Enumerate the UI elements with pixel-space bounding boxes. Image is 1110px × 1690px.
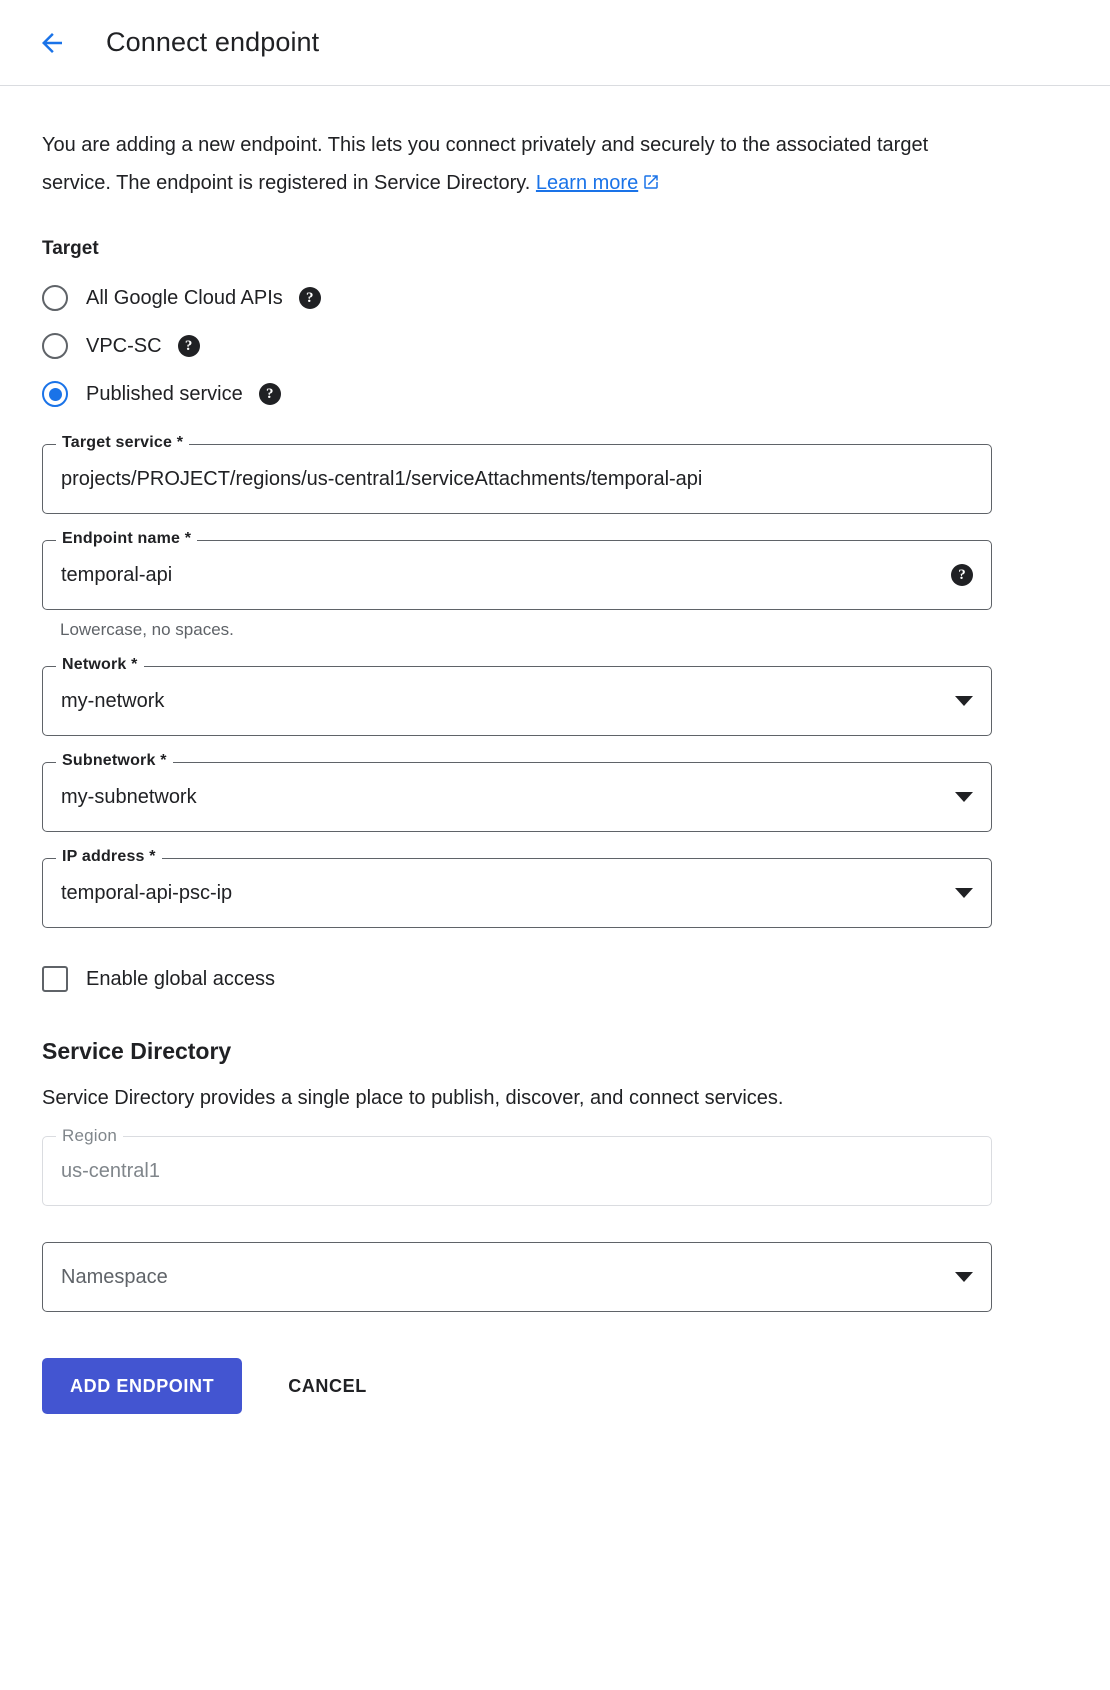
back-button[interactable]: [28, 19, 76, 67]
page-title: Connect endpoint: [106, 27, 320, 57]
chevron-down-icon[interactable]: [955, 792, 973, 802]
ip-address-label: IP address *: [56, 848, 162, 866]
enable-global-access-label: Enable global access: [86, 967, 276, 990]
service-directory-title: Service Directory: [42, 1038, 232, 1064]
radio-label-published-service: Published service: [86, 382, 243, 405]
target-section-label: Target: [42, 238, 99, 259]
enable-global-access-checkbox[interactable]: [42, 966, 68, 992]
help-icon-endpoint-name[interactable]: ?: [951, 564, 973, 586]
help-icon-vpc-sc[interactable]: ?: [178, 335, 200, 357]
radio-label-vpc-sc: VPC-SC: [86, 334, 162, 357]
subnetwork-select[interactable]: [42, 762, 992, 832]
endpoint-name-value: temporal-api: [61, 563, 173, 586]
chevron-down-icon[interactable]: [955, 888, 973, 898]
endpoint-name-label: Endpoint name *: [56, 530, 197, 548]
intro-text: [42, 126, 1002, 204]
radio-vpc-sc[interactable]: [42, 333, 68, 359]
network-field[interactable]: [42, 656, 992, 736]
help-icon-published-service[interactable]: ?: [259, 383, 281, 405]
enable-global-access-row[interactable]: [42, 966, 1068, 992]
target-service-input-box[interactable]: [42, 444, 992, 514]
ip-address-field[interactable]: [42, 848, 992, 928]
radio-all-google-cloud-apis[interactable]: [42, 285, 68, 311]
radio-option-published-service[interactable]: [42, 370, 1068, 418]
network-label: Network *: [56, 656, 144, 674]
radio-label-all-google-cloud-apis: All Google Cloud APIs: [86, 286, 283, 309]
intro-description: You are adding a new endpoint. This lets you connect privately and securely to the associated target service. The endpoint is registered in Service Directory.: [42, 134, 929, 194]
target-service-label: Target service *: [56, 434, 189, 452]
chevron-down-icon[interactable]: [955, 1272, 973, 1282]
network-select[interactable]: [42, 666, 992, 736]
cancel-button[interactable]: CANCEL: [266, 1358, 389, 1414]
target-service-value: projects/PROJECT/regions/us-central1/serviceAttachments/temporal-api: [61, 467, 703, 490]
chevron-down-icon[interactable]: [955, 696, 973, 706]
radio-published-service[interactable]: [42, 381, 68, 407]
learn-more-link[interactable]: Learn more: [535, 172, 639, 194]
endpoint-name-field[interactable]: [42, 530, 992, 640]
form-content: [0, 86, 1110, 1474]
region-input-box: [42, 1136, 992, 1206]
radio-option-all-google-cloud-apis[interactable]: [42, 274, 1068, 322]
add-endpoint-button[interactable]: ADD ENDPOINT: [42, 1358, 242, 1414]
subnetwork-label: Subnetwork *: [56, 752, 173, 770]
namespace-select[interactable]: [42, 1242, 992, 1312]
help-icon-all-google-cloud-apis[interactable]: ?: [299, 287, 321, 309]
arrow-left-icon: [37, 28, 67, 58]
ip-address-value: temporal-api-psc-ip: [61, 881, 233, 904]
page-header: [0, 0, 1110, 86]
external-link-icon: [642, 166, 660, 204]
region-field: [42, 1126, 992, 1206]
radio-option-vpc-sc[interactable]: [42, 322, 1068, 370]
subnetwork-field[interactable]: [42, 752, 992, 832]
form-actions: [42, 1358, 1068, 1474]
target-service-field[interactable]: [42, 434, 992, 514]
namespace-placeholder: Namespace: [61, 1265, 168, 1288]
ip-address-select[interactable]: [42, 858, 992, 928]
endpoint-name-hint: Lowercase, no spaces.: [60, 620, 234, 639]
subnetwork-value: my-subnetwork: [61, 785, 197, 808]
region-label: Region: [56, 1126, 123, 1146]
network-value: my-network: [61, 689, 165, 712]
service-directory-description: Service Directory provides a single place to publish, discover, and connect services.: [42, 1087, 784, 1109]
endpoint-name-input-box[interactable]: [42, 540, 992, 610]
namespace-field[interactable]: [42, 1242, 992, 1312]
region-value: us-central1: [61, 1159, 160, 1182]
